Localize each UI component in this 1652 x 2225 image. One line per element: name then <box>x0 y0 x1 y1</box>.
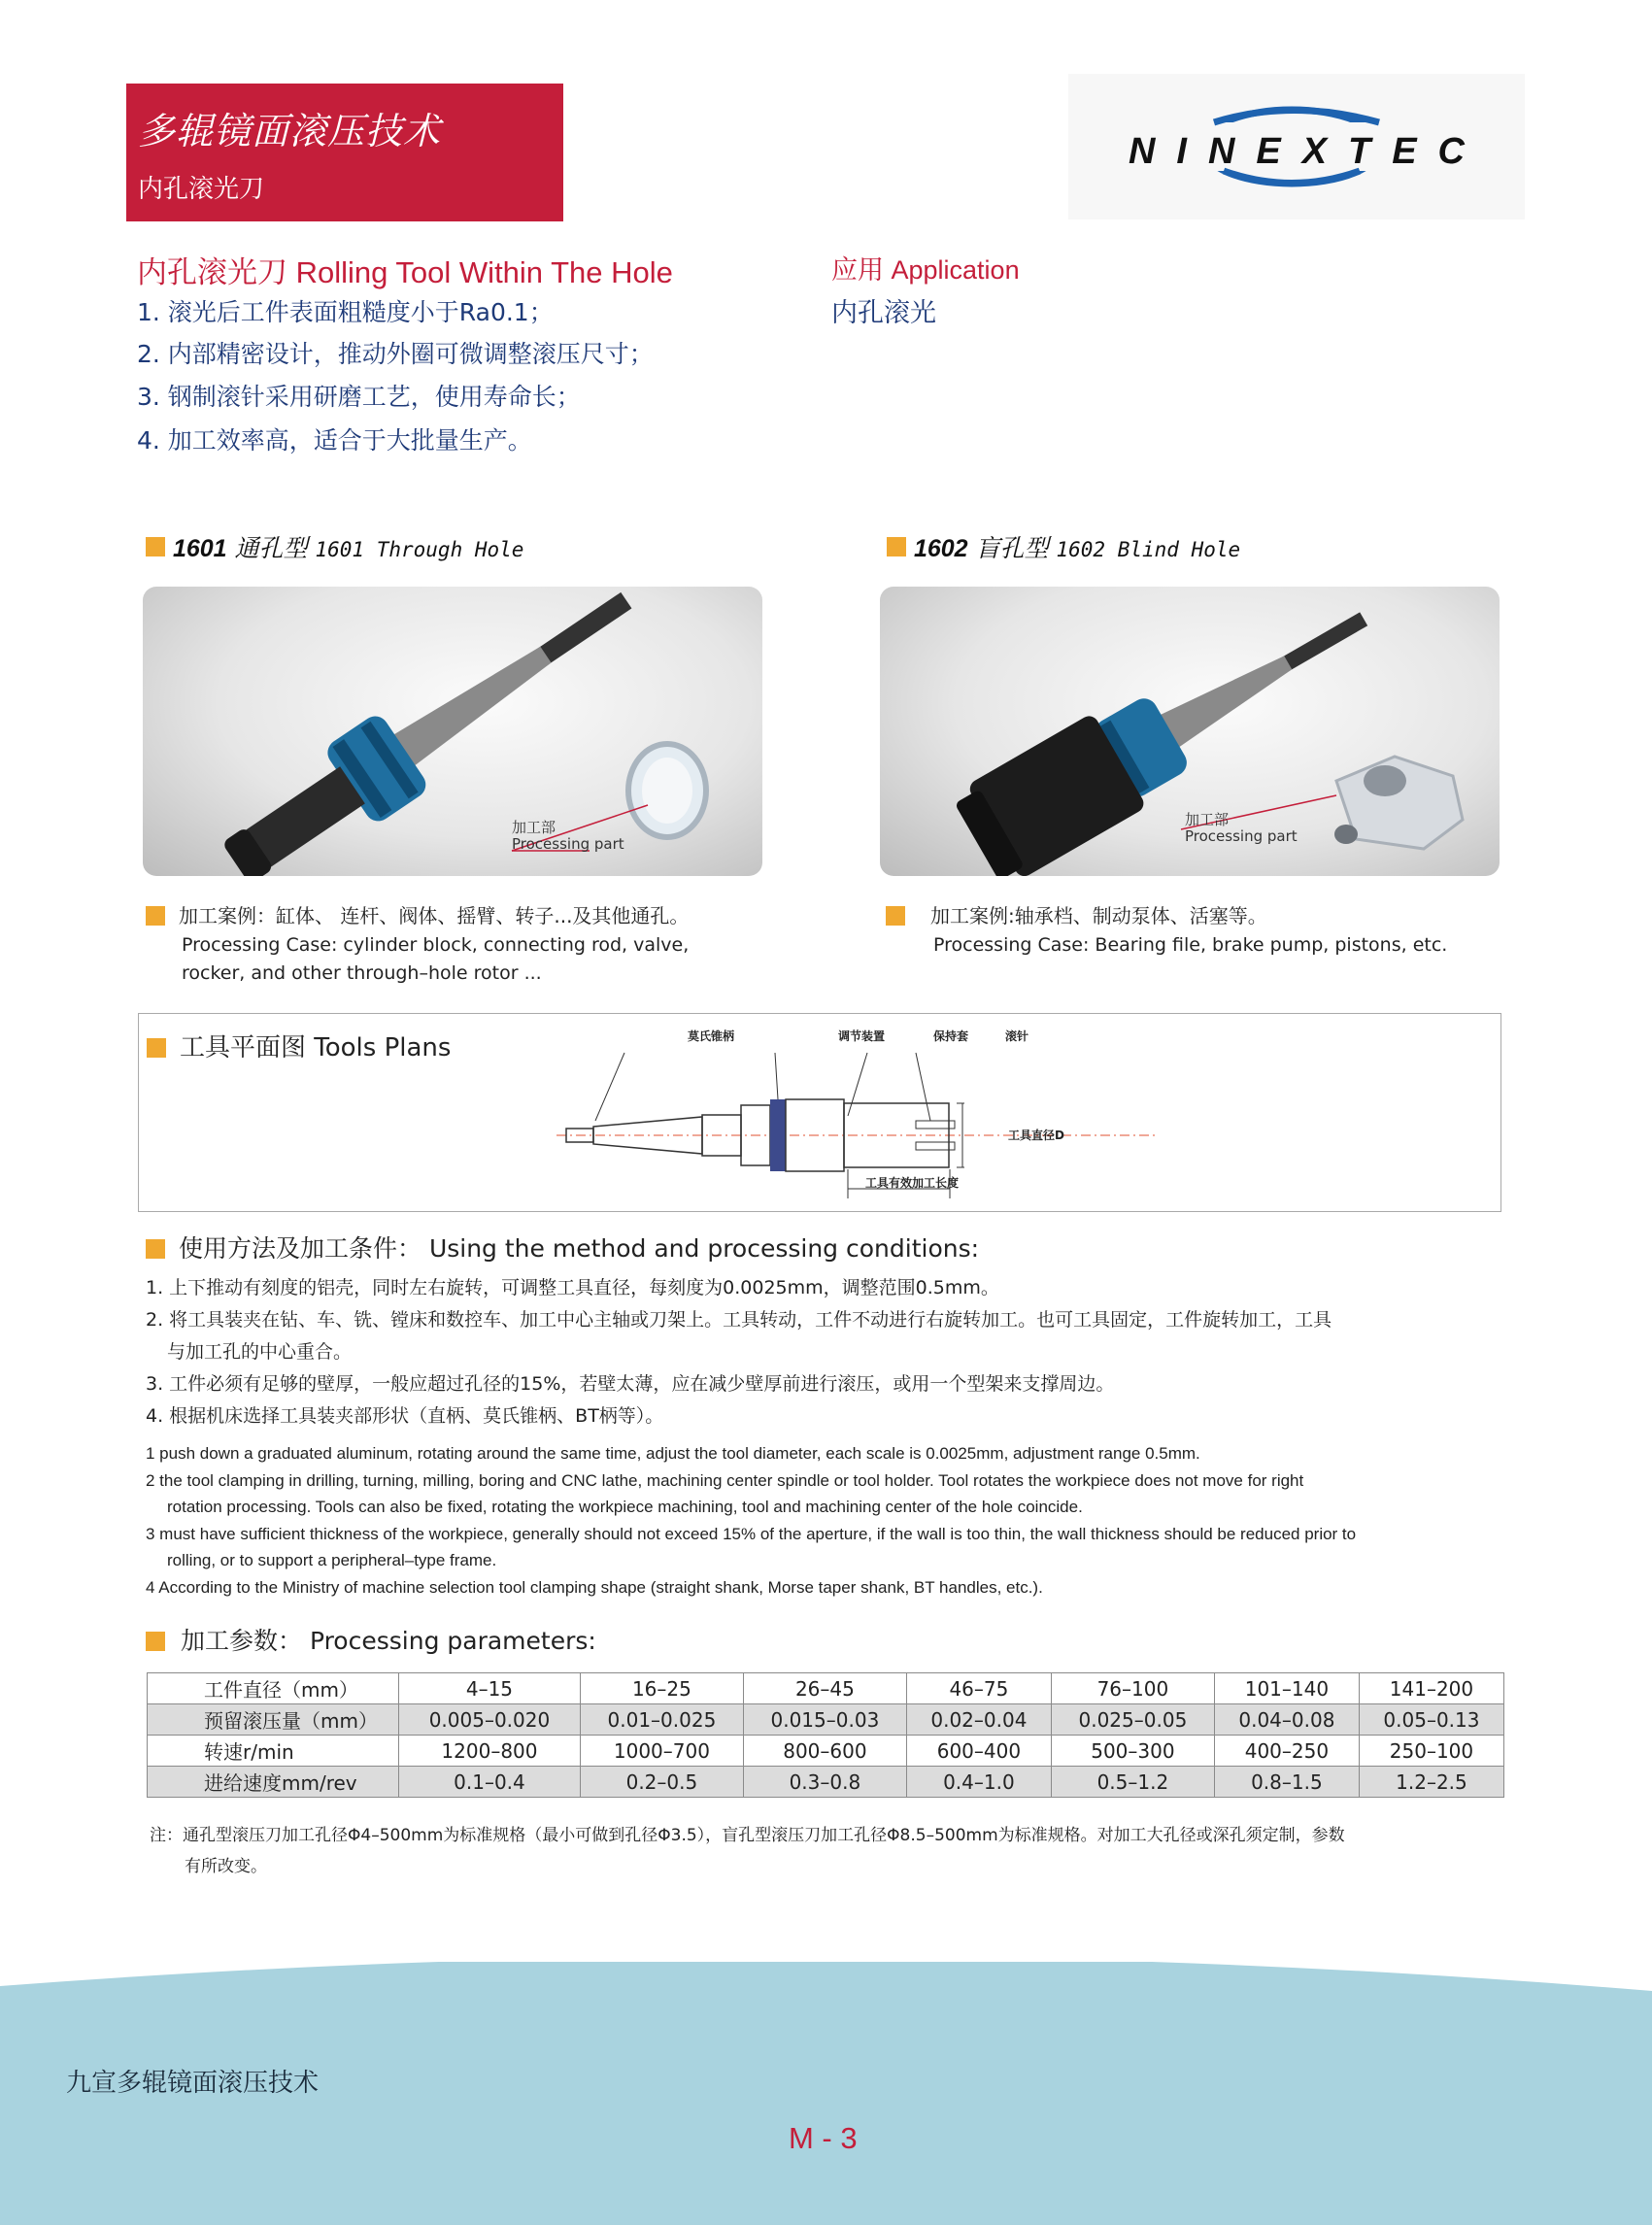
table-cell: 0.005–0.020 <box>399 1704 581 1736</box>
table-cell: 800–600 <box>743 1736 906 1767</box>
table-row <box>148 1673 1504 1704</box>
page-number: M - 3 <box>789 2121 858 2155</box>
through-hole-tool-illustration <box>143 587 762 876</box>
bullet-icon <box>147 1038 166 1058</box>
label-retainer: 保持套 <box>933 1029 969 1043</box>
label-tool-length: 工具有效加工长度 <box>865 1176 960 1190</box>
model-1601-photo <box>143 587 762 876</box>
table-cell: 1000–700 <box>580 1736 743 1767</box>
model-1601-case <box>146 902 689 988</box>
table-cell: 0.05–0.13 <box>1359 1704 1503 1736</box>
tool-diagram <box>556 1024 1159 1203</box>
table-cell: 0.4–1.0 <box>906 1767 1051 1798</box>
row-header-cell: 预留滚压量（mm） <box>148 1704 399 1736</box>
table-cell: 0.02–0.04 <box>906 1704 1051 1736</box>
table-cell: 0.8–1.5 <box>1214 1767 1359 1798</box>
model-1602-part-label <box>1185 812 1298 845</box>
table-cell: 0.015–0.03 <box>743 1704 906 1736</box>
bullet-icon <box>886 906 905 926</box>
table-cell: 1200–800 <box>399 1736 581 1767</box>
application-value: 内孔滚光 <box>831 298 936 328</box>
brand-logo <box>1068 74 1525 219</box>
bullet-icon <box>146 537 165 556</box>
params-table <box>147 1672 1504 1798</box>
table-cell: 0.04–0.08 <box>1214 1704 1359 1736</box>
method-en-2-cont: rotation processing. Tools can also be fixed, rotating the workpiece machining, tool and machining center of the hole coincide. <box>167 1498 1083 1516</box>
method-cn-3: 3. 工件必须有足够的壁厚，一般应超过孔径的15%，若壁太薄，应在减少壁厚前进行滚压，或用一个型架来支撑周边。 <box>146 1373 1115 1395</box>
note <box>150 1820 1509 1882</box>
method-cn-list <box>146 1272 1505 1433</box>
table-cell: 600–400 <box>906 1736 1051 1767</box>
label-roller-needle: 滚针 <box>1005 1029 1029 1043</box>
header-title: 多辊镜面滚压技术 <box>138 110 442 152</box>
table-cell: 4–15 <box>399 1673 581 1704</box>
params-title <box>146 1622 596 1657</box>
feature-2: 2. 内部精密设计，推动外圈可微调整滚压尺寸； <box>137 340 654 368</box>
table-row <box>148 1704 1504 1736</box>
label-tool-diameter: 工具直径D <box>1008 1129 1064 1142</box>
params-title-text: 加工参数： Processing parameters: <box>181 1627 596 1655</box>
logo-graphic <box>1068 74 1525 219</box>
method-en-3-cont: rolling, or to support a peripheral–type frame. <box>167 1551 497 1569</box>
method-cn-1: 1. 上下推动有刻度的铝壳，同时左右旋转，可调整工具直径，每刻度为0.0025mm，调整范围0.5mm。 <box>146 1277 999 1298</box>
table-cell: 500–300 <box>1051 1736 1214 1767</box>
case-en-2: rocker, and other through–hole rotor ... <box>182 962 542 984</box>
tools-plans-title-text: 工具平面图 Tools Plans <box>180 1033 452 1062</box>
table-cell: 101–140 <box>1214 1673 1359 1704</box>
table-cell: 26–45 <box>743 1673 906 1704</box>
model-1602-case <box>886 902 1447 960</box>
table-cell: 0.3–0.8 <box>743 1767 906 1798</box>
table-cell: 76–100 <box>1051 1673 1214 1704</box>
method-en-list <box>146 1440 1505 1601</box>
label-adjust-device: 调节装置 <box>838 1029 886 1043</box>
table-cell: 0.025–0.05 <box>1051 1704 1214 1736</box>
row-header-cell: 转速r/min <box>148 1736 399 1767</box>
feature-1: 1. 滚光后工件表面粗糙度小于Ra0.1； <box>137 298 554 326</box>
table-cell: 0.2–0.5 <box>580 1767 743 1798</box>
table-cell: 250–100 <box>1359 1736 1503 1767</box>
table-cell: 0.5–1.2 <box>1051 1767 1214 1798</box>
method-en-1: 1 push down a graduated aluminum, rotating around the same time, adjust the tool diameter, each scale is 0.0025mm, adjustment range 0.5mm. <box>146 1444 1200 1463</box>
method-en-2: 2 the tool clamping in drilling, turning, milling, boring and CNC lathe, machining center spindle or tool holder. Tool rotates the workpiece does not move for right <box>146 1470 1304 1490</box>
note-line-1: 注：通孔型滚压刀加工孔径Φ4–500mm为标准规格（最小可做到孔径Φ3.5），盲孔型滚压刀加工孔径Φ8.5–500mm为标准规格。对加工大孔径或深孔须定制，参数 <box>150 1826 1345 1845</box>
model-1602-en: 1602 Blind Hole <box>1056 538 1241 561</box>
label-morse-taper: 莫氏锥柄 <box>688 1029 735 1043</box>
table-cell: 141–200 <box>1359 1673 1503 1704</box>
model-1601-part-label <box>512 820 624 853</box>
tools-plans-title <box>147 1028 451 1063</box>
model-1602-number: 1602 <box>913 535 968 562</box>
row-header-cell: 工件直径（mm） <box>148 1673 399 1704</box>
bullet-icon <box>146 906 165 926</box>
table-row <box>148 1767 1504 1798</box>
header-subtitle: 内孔滚光刀 <box>138 175 265 204</box>
model-1601-en: 1601 Through Hole <box>315 538 524 561</box>
part-label-cn: 加工部 <box>512 819 556 836</box>
application-label: 应用 Application <box>831 255 1020 285</box>
table-cell: 0.1–0.4 <box>399 1767 581 1798</box>
model-1602-heading <box>887 529 1240 564</box>
table-cell: 1.2–2.5 <box>1359 1767 1503 1798</box>
table-row <box>148 1736 1504 1767</box>
bullet-icon <box>887 537 906 556</box>
method-cn-4: 4. 根据机床选择工具装夹部形状（直柄、莫氏锥柄、BT柄等）。 <box>146 1405 664 1427</box>
intro-title: 内孔滚光刀 Rolling Tool Within The Hole <box>137 255 673 289</box>
part-label-en: Processing part <box>512 835 624 853</box>
model-1602-photo <box>880 587 1500 876</box>
header-banner <box>126 84 563 221</box>
case-cn: 加工案例:轴承档、制动泵体、活塞等。 <box>930 904 1267 927</box>
method-title <box>146 1230 979 1264</box>
table-cell: 46–75 <box>906 1673 1051 1704</box>
model-1601-heading <box>146 529 523 564</box>
method-title-text: 使用方法及加工条件： Using the method and processing conditions: <box>179 1234 980 1263</box>
table-cell: 0.01–0.025 <box>580 1704 743 1736</box>
case-en-1: Processing Case: cylinder block, connecting rod, valve, <box>182 934 690 956</box>
model-1602-cn: 盲孔型 <box>975 534 1049 562</box>
method-en-4: 4 According to the Ministry of machine selection tool clamping shape (straight shank, Morse taper shank, BT handles, etc.). <box>146 1577 1043 1597</box>
method-en-3: 3 must have sufficient thickness of the workpiece, generally should not exceed 15% of the aperture, if the wall is too thin, the wall thickness should be reduced prior to <box>146 1524 1357 1543</box>
model-1601-number: 1601 <box>172 535 227 562</box>
row-header-cell: 进给速度mm/rev <box>148 1767 399 1798</box>
footer-company: 九宣多辊镜面滚压技术 <box>66 2069 320 2098</box>
tools-plans-box <box>138 1013 1501 1212</box>
note-line-2: 有所改变。 <box>185 1857 267 1876</box>
case-cn: 加工案例：缸体、 连杆、阀体、摇臂、转子...及其他通孔。 <box>179 904 690 927</box>
method-cn-2-cont: 与加工孔的中心重合。 <box>167 1341 353 1363</box>
method-cn-2: 2. 将工具装夹在钻、车、铣、镗床和数控车、加工中心主轴或刀架上。工具转动，工件不动进行右旋转加工。也可工具固定，工件旋转加工，工具 <box>146 1309 1332 1331</box>
feature-3: 3. 钢制滚针采用研磨工艺，使用寿命长； <box>137 383 581 411</box>
part-label-cn: 加工部 <box>1185 811 1230 828</box>
table-cell: 400–250 <box>1214 1736 1359 1767</box>
bullet-icon <box>146 1239 165 1259</box>
feature-4: 4. 加工效率高，适合于大批量生产。 <box>137 426 532 455</box>
logo-text: NINEXTEC <box>1129 131 1465 172</box>
part-label-en: Processing part <box>1185 827 1298 845</box>
case-en-1: Processing Case: Bearing file, brake pump, pistons, etc. <box>933 934 1448 956</box>
model-1601-cn: 通孔型 <box>234 534 308 562</box>
table-cell: 16–25 <box>580 1673 743 1704</box>
bullet-icon <box>146 1632 165 1651</box>
